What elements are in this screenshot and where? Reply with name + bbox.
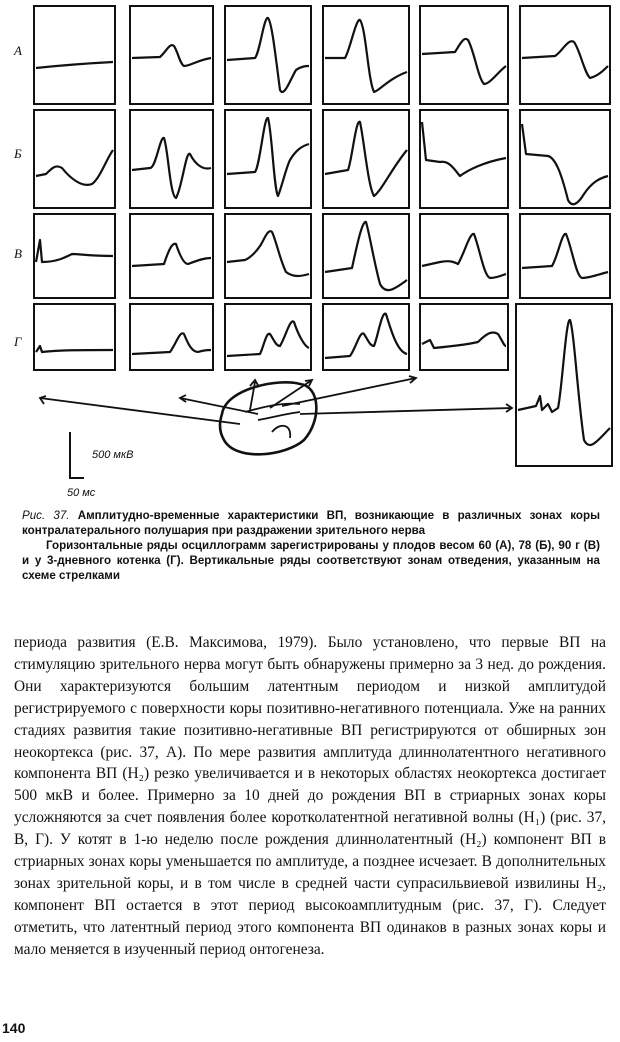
row-label-b: Б	[14, 146, 22, 161]
body-text	[14, 632, 606, 961]
scale-time-label: 50 мс	[67, 487, 96, 499]
page-number: 140	[2, 1020, 26, 1036]
body-paragraph: периода развития (Е.В. Максимова, 1979). Было установлено, что первые ВП на стимуляцию зрительного нерва могут быть обнаружены примерно за 3 нед. до рождения. Они характеризуются большим латентным периодом и низкой амплитудой регистрируемого с поверхности коры позитивно-негативного потенциала. Уже на ранних стадиях развития такие позитивно-негативные ВП регистрируются от обширных зон неокортекса (рис. 37, А). По мере развития амплитуда длиннолатентного негативного компонента ВП (H₂) резко увеличивается и в некоторых областях неокортекса достигает 500 мкВ и более. Примерно за 10 дней до рождения ВП в стриарных зонах коры усложняются за счет появления более коротколатентной негативной волны (H₁) (рис. 37, В, Г). У котят в 1-ю неделю после рождения длиннолатентный (H₂) компонент ВП в стриарных зонах коры уменьшается по амплитуде, а позднее исчезает. В дополнительных зонах зрительной коры, и в том числе в средней части супрасильвиевой извилины H₂, компонент ВП остается в этот период высокоамплитудным (рис. 37, Г). Следует отметить, что латентный период этого компонента ВП одинаков в разных зонах коры и мало меняется в изученный период онтогенеза.	[14, 634, 606, 958]
figure-caption	[22, 508, 600, 583]
caption-label: Рис. 37.	[22, 509, 70, 522]
oscillogram-figure	[0, 0, 620, 500]
row-label-v: В	[14, 246, 22, 261]
caption-line1: Амплитудно-временные характеристики ВП, возникающие в различных зонах коры контралатерального полушария при раздражении зрительного нерва	[22, 509, 600, 537]
row-label-a: А	[14, 43, 22, 58]
row-label-g: Г	[14, 334, 22, 349]
scale-bar	[67, 432, 133, 499]
caption-line2: Горизонтальные ряды осциллограмм зарегистрированы у плодов весом 60 (А), 78 (Б), 90 г (В) и у 3-дневного котенка (Г). Вертикальные ряды соответствуют зонам отведения, указанным на схеме стрелками	[22, 539, 600, 582]
scale-amplitude-label: 500 мкВ	[92, 449, 134, 461]
electrode-schema	[40, 376, 512, 454]
